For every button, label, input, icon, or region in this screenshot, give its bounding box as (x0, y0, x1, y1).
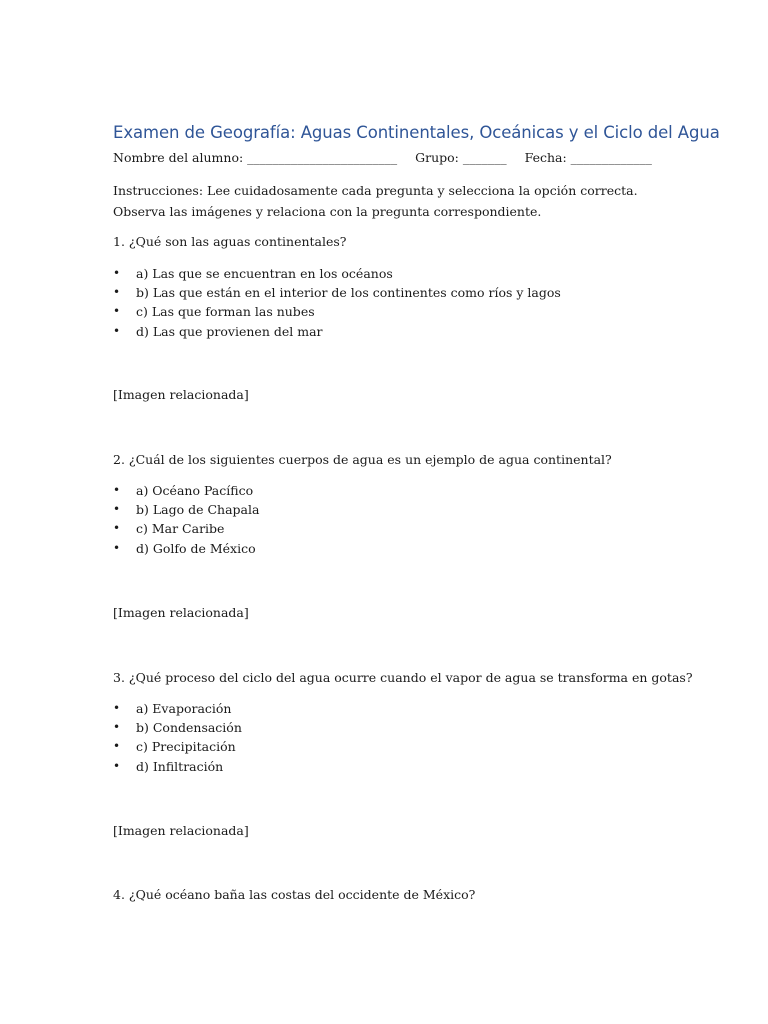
question-1-options (113, 264, 561, 341)
option-item (113, 322, 561, 341)
option-text: a) Las que se encuentran en los océanos (136, 266, 393, 281)
bullet-icon: • (113, 285, 121, 300)
bullet-icon: • (113, 483, 121, 497)
bullet-icon: • (113, 521, 121, 536)
bullet-icon: • (113, 304, 121, 319)
option-item (113, 519, 259, 538)
option-item (113, 757, 242, 776)
question-2: 2. ¿Cuál de los siguientes cuerpos de agua es un ejemplo de agua continental? (113, 452, 612, 467)
option-item (113, 737, 242, 756)
bullet-icon: • (113, 266, 121, 280)
option-item (113, 264, 561, 283)
question-2-options (113, 481, 259, 558)
option-item (113, 539, 259, 558)
bullet-icon: • (113, 758, 121, 773)
option-text: b) Las que están en el interior de los continentes como ríos y lagos (136, 285, 561, 301)
image-reference: [Imagen relacionada] (113, 605, 249, 620)
bullet-icon: • (113, 540, 121, 555)
option-item (113, 699, 242, 718)
option-text: d) Las que provienen del mar (136, 323, 323, 339)
image-reference: [Imagen relacionada] (113, 387, 249, 402)
image-reference: [Imagen relacionada] (113, 823, 249, 838)
exam-title: Examen de Geografía: Aguas Continentales, Oceánicas y el Ciclo del Agua (113, 123, 720, 142)
option-text: a) Evaporación (136, 701, 232, 716)
date-field: Fecha: _____________ (524, 150, 652, 165)
bullet-icon: • (113, 720, 121, 735)
question-3: 3. ¿Qué proceso del ciclo del agua ocurre cuando el vapor de agua se transforma en gotas? (113, 670, 693, 685)
option-item (113, 718, 242, 737)
question-3-options (113, 699, 242, 776)
student-info-line (113, 150, 652, 165)
option-text: c) Las que forman las nubes (136, 304, 315, 320)
option-text: b) Condensación (136, 720, 242, 736)
option-text: d) Golfo de México (136, 540, 256, 556)
option-item (113, 500, 259, 519)
option-text: c) Precipitación (136, 739, 236, 755)
bullet-icon: • (113, 323, 121, 338)
bullet-icon: • (113, 739, 121, 754)
question-4: 4. ¿Qué océano baña las costas del occidente de México? (113, 887, 476, 902)
instructions-paragraph: Instrucciones: Lee cuidadosamente cada pregunta y selecciona la opción correcta. Observa las imágenes y relaciona con la pregunta correspondiente. (113, 183, 638, 219)
option-text: a) Océano Pacífico (136, 483, 254, 498)
option-item (113, 283, 561, 302)
option-text: c) Mar Caribe (136, 521, 225, 537)
option-text: b) Lago de Chapala (136, 502, 260, 518)
option-item (113, 481, 259, 500)
question-1: 1. ¿Qué son las aguas continentales? (113, 234, 347, 249)
option-text: d) Infiltración (136, 758, 224, 774)
bullet-icon: • (113, 701, 121, 715)
student-name-field: Nombre del alumno: ________________________ (113, 150, 398, 165)
group-field: Grupo: _______ (415, 150, 507, 165)
bullet-icon: • (113, 502, 121, 517)
option-item (113, 302, 561, 321)
